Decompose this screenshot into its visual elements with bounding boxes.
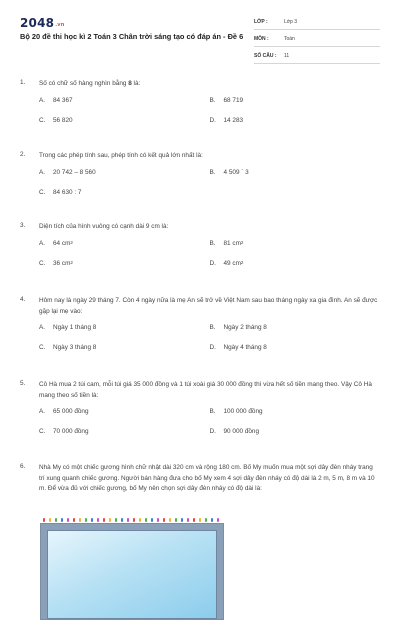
option-b[interactable]	[210, 169, 381, 176]
option-letter: B.	[209, 96, 216, 104]
option-d[interactable]	[210, 260, 381, 267]
light-bulb	[79, 518, 81, 522]
light-bulb	[115, 518, 117, 522]
light-bulb	[55, 518, 57, 522]
question-6	[20, 463, 380, 495]
option-c[interactable]	[39, 189, 211, 196]
option-letter: A.	[39, 408, 46, 415]
light-bulb	[121, 518, 123, 522]
site-logo[interactable]	[20, 16, 65, 30]
option-letter: C.	[39, 259, 46, 267]
meta-row-count	[254, 49, 380, 64]
meta-row-grade	[254, 15, 380, 30]
light-bulb	[91, 518, 93, 522]
question-text: Số có chữ số hàng nghìn bằng 8 là:	[39, 80, 141, 87]
meta-value: 11	[284, 53, 290, 59]
option-b[interactable]	[210, 240, 381, 247]
option-letter: D.	[209, 344, 216, 351]
option-letter: B.	[209, 239, 216, 247]
option-text: 20 742 – 8 560	[53, 168, 96, 176]
option-b[interactable]	[210, 97, 381, 104]
light-bulb	[61, 518, 63, 522]
light-bulb	[217, 518, 219, 522]
logo-text: 2048	[20, 16, 55, 30]
option-a[interactable]	[39, 408, 210, 415]
question-number: 6.	[20, 463, 26, 470]
option-a[interactable]	[39, 97, 210, 104]
light-bulb	[103, 518, 105, 522]
option-c[interactable]	[39, 428, 210, 435]
light-bulb	[109, 518, 111, 522]
options	[39, 240, 380, 280]
option-text: Ngày 4 tháng 8	[223, 344, 267, 351]
option-text: 70 000 đồng	[53, 428, 89, 435]
meta-info	[254, 15, 380, 66]
option-superscript: 2	[70, 239, 73, 245]
options	[39, 408, 380, 448]
question-text: Trong các phép tính sau, phép tính có kết quả lớn nhất là:	[39, 152, 203, 159]
option-superscript: 2	[70, 259, 73, 265]
question-number: 4.	[20, 296, 26, 303]
question-number: 3.	[20, 222, 26, 229]
meta-value: Toán	[284, 36, 295, 42]
option-letter: C.	[39, 188, 46, 196]
option-text: 64 cm	[53, 239, 71, 247]
option-text: 81 cm	[223, 239, 241, 247]
meta-key: SỐ CÂU :	[254, 53, 277, 59]
option-letter: C.	[39, 344, 46, 351]
options	[39, 324, 380, 364]
light-bulb	[169, 518, 171, 522]
question-3	[20, 222, 380, 280]
option-superscript: 2	[240, 259, 244, 265]
option-letter: B.	[209, 324, 216, 331]
option-letter: A.	[39, 168, 46, 176]
option-text: 65 000 đồng	[53, 408, 89, 415]
light-bulb	[211, 518, 213, 522]
question-text: Hôm nay là ngày 29 tháng 7. Còn 4 ngày nữa là mẹ An sẽ trở về Việt Nam sau bao tháng ngày xa gia đình. An sẽ được gặp lại mẹ vào:	[39, 297, 378, 315]
meta-key: MÔN :	[254, 36, 269, 42]
light-bulb	[43, 518, 45, 522]
logo-suffix: .vn	[55, 22, 65, 28]
option-text: 14 283	[223, 116, 244, 124]
options	[39, 169, 380, 209]
options	[39, 97, 380, 137]
option-text: Ngày 1 tháng 8	[53, 324, 97, 331]
question-text: Nhà My có một chiếc gương hình chữ nhật dài 320 cm và rộng 180 cm. Bố My muốn mua một sợi dây đèn nháy trang trí xung quanh chiếc gương. Người bán hàng đưa cho bố My xem 4 sợi dây đèn nháy có độ dài là 2 m, 5 m, 8 m và 10 m. Để vừa đủ với chiếc gương, bố My nên chọn sợi dây đèn nháy có độ dài là:	[39, 464, 375, 492]
light-bulb	[97, 518, 99, 522]
option-superscript: 2	[240, 239, 244, 245]
option-text: 84 367	[53, 96, 73, 104]
light-bulb	[49, 518, 51, 522]
option-text: 49 cm	[223, 259, 241, 267]
option-text: 4 509 ´ 3	[223, 168, 249, 176]
light-bulb	[133, 518, 135, 522]
light-bulb	[127, 518, 129, 522]
light-bulb	[205, 518, 207, 522]
document-title: Bộ 20 đề thi học kì 2 Toán 3 Chân trời sáng tạo có đáp án - Đề 6	[20, 32, 244, 41]
option-letter: C.	[39, 116, 46, 124]
light-bulb	[181, 518, 183, 522]
option-text: 84 630 : 7	[53, 188, 82, 196]
option-text: Ngày 2 tháng 8	[223, 324, 267, 331]
option-c[interactable]	[39, 344, 210, 351]
option-text: Ngày 3 tháng 8	[53, 344, 97, 351]
option-d[interactable]	[210, 428, 381, 435]
option-letter: C.	[39, 428, 46, 435]
light-bulb	[187, 518, 189, 522]
meta-value: Lớp 3	[284, 19, 298, 25]
option-letter: B.	[209, 408, 216, 415]
light-bulb	[145, 518, 147, 522]
question-number: 1.	[20, 79, 26, 86]
light-bulb	[199, 518, 201, 522]
light-bulb	[163, 518, 165, 522]
option-c[interactable]	[39, 260, 210, 267]
light-bulb	[67, 518, 69, 522]
option-letter: A.	[39, 324, 46, 331]
option-text: 56 820	[53, 116, 73, 124]
option-letter: D.	[209, 428, 216, 435]
light-bulb	[151, 518, 153, 522]
light-bulb	[193, 518, 195, 522]
question-number: 5.	[20, 380, 26, 387]
light-bulb	[139, 518, 141, 522]
option-text: 36 cm	[53, 259, 71, 267]
question-2	[20, 151, 380, 209]
question-5	[20, 380, 380, 448]
option-a[interactable]	[39, 240, 210, 247]
option-letter: A.	[39, 96, 46, 104]
question-number: 2.	[20, 151, 26, 158]
option-b[interactable]	[210, 408, 381, 415]
question-1	[20, 79, 380, 137]
option-letter: B.	[209, 168, 216, 176]
option-d[interactable]	[210, 117, 381, 124]
mirror-glass	[47, 530, 217, 619]
question-text: Cô Hà mua 2 túi cam, mỗi túi giá 35 000 đồng và 1 túi xoài giá 30 000 đồng thì vừa hết số tiền mang theo. Vậy Cô Hà mang theo số tiền là:	[39, 381, 372, 399]
option-a[interactable]	[39, 324, 210, 331]
question-4	[20, 296, 380, 364]
option-letter: D.	[209, 116, 216, 124]
option-text: 100 000 đồng	[223, 408, 263, 415]
option-c[interactable]	[39, 117, 210, 124]
light-bulb	[85, 518, 87, 522]
meta-key: LỚP :	[254, 19, 268, 25]
option-d[interactable]	[210, 344, 381, 351]
mirror-illustration	[40, 523, 224, 620]
option-letter: A.	[39, 239, 46, 247]
light-bulb	[175, 518, 177, 522]
option-text: 68 719	[223, 96, 244, 104]
light-bulb	[157, 518, 159, 522]
question-text: Diện tích của hình vuông có cạnh dài 9 cm là:	[39, 223, 169, 230]
option-b[interactable]	[210, 324, 381, 331]
option-text: 90 000 đồng	[223, 428, 260, 435]
meta-row-subject	[254, 32, 380, 47]
light-bulb	[73, 518, 75, 522]
option-a[interactable]	[39, 169, 210, 176]
option-letter: D.	[209, 259, 216, 267]
